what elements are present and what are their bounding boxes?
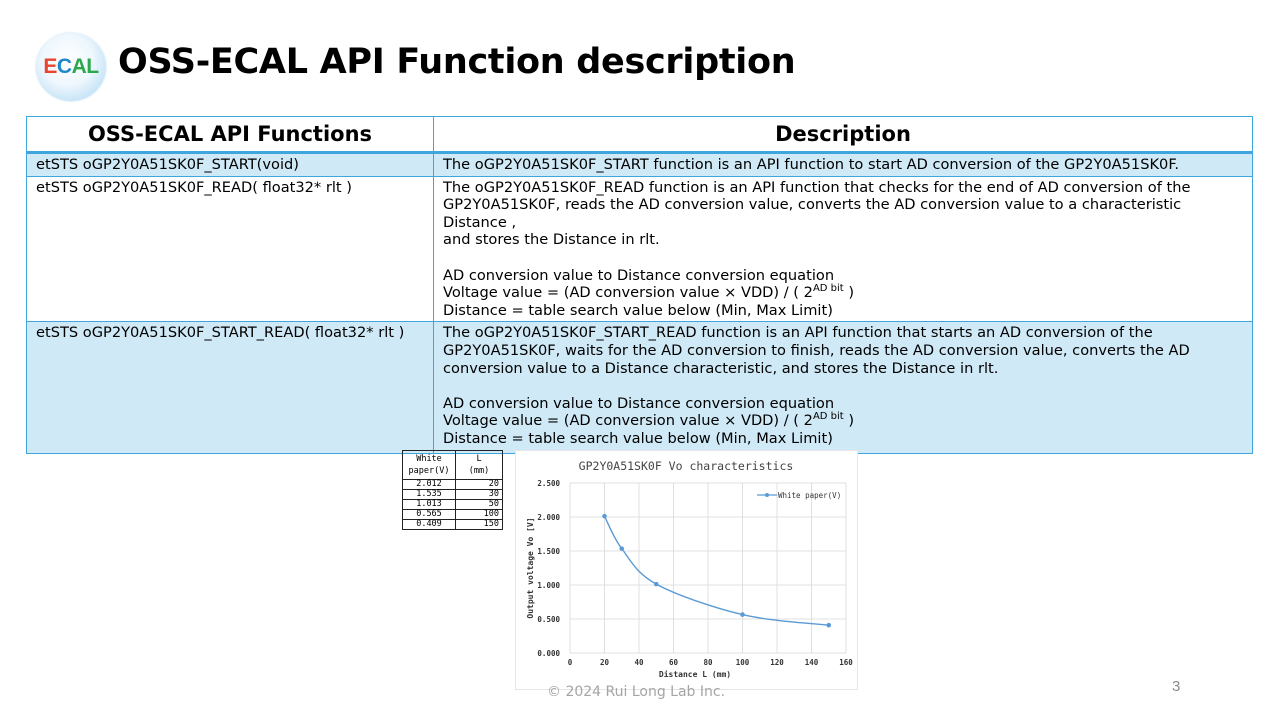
description-line: The oGP2Y0A51SK0F_START function is an API function to start AD conversion of the GP2Y0A51SK0F. — [443, 156, 1180, 173]
ecal-logo — [36, 33, 106, 101]
lookup-row — [403, 480, 503, 490]
function-description — [434, 322, 1253, 454]
lookup-header-white — [403, 451, 456, 480]
copyright: © 2024 Rui Long Lab Inc. — [547, 684, 726, 700]
data-point — [740, 612, 745, 617]
description-line: and stores the Distance in rlt. — [443, 231, 660, 249]
table-row — [27, 176, 1253, 322]
equation-voltage — [443, 412, 1244, 430]
lookup-header-row — [403, 451, 503, 480]
description-line: conversion value to a Distance characteristic, and stores the Distance in rlt. — [443, 359, 999, 377]
x-tick-label: 100 — [735, 658, 750, 667]
lookup-header-white-line2: paper(V) — [408, 466, 450, 476]
chart-svg — [516, 451, 857, 689]
equation-close: ) — [843, 284, 855, 302]
y-tick-label: 0.000 — [537, 649, 560, 658]
function-name: etSTS oGP2Y0A51SK0F_READ( float32* rlt ) — [27, 176, 434, 322]
lookup-row — [403, 500, 503, 510]
lookup-row — [403, 510, 503, 520]
equation-distance: Distance = table search value below (Min, Max Limit) — [443, 301, 833, 319]
lookup-header-l-line2: (mm) — [468, 466, 490, 476]
logo-letter-al: AL — [71, 55, 99, 78]
series-line-white-paper — [605, 516, 829, 625]
equation-exponent: AD bit — [812, 411, 844, 423]
lookup-voltage: 1.535 — [403, 490, 456, 500]
table-row — [27, 322, 1253, 454]
lookup-voltage: 2.012 — [403, 480, 456, 490]
logo-letter-c: C — [56, 55, 72, 78]
lookup-header-l — [456, 451, 503, 480]
header-description: Description — [434, 117, 1253, 153]
lookup-distance: 150 — [456, 520, 503, 530]
y-tick-label: 0.500 — [537, 615, 560, 624]
equation-title: AD conversion value to Distance conversion equation — [443, 266, 835, 284]
vo-characteristics-chart — [515, 450, 858, 690]
data-point — [826, 623, 831, 628]
description-line: The oGP2Y0A51SK0F_START_READ function is an API function that starts an AD conversion of the — [443, 324, 1153, 342]
header-functions: OSS-ECAL API Functions — [27, 117, 434, 153]
data-point — [619, 546, 624, 551]
api-function-table — [26, 116, 1253, 454]
chart-x-axis-label: Distance L (mm) — [658, 670, 732, 679]
lookup-distance: 50 — [456, 500, 503, 510]
description-line: GP2Y0A51SK0F, reads the AD conversion value, converts the AD conversion value to a characteristic Distance , — [443, 196, 1182, 231]
legend-label: White paper(V) — [778, 491, 842, 500]
function-description — [434, 176, 1253, 322]
description-line: The oGP2Y0A51SK0F_READ function is an API function that checks for the end of AD conversion of the — [443, 178, 1191, 196]
y-tick-label: 1.000 — [537, 581, 560, 590]
y-tick-label: 1.500 — [537, 547, 560, 556]
x-tick-label: 80 — [703, 658, 713, 667]
equation-distance: Distance = table search value below (Min, Max Limit) — [443, 429, 833, 447]
x-tick-label: 160 — [839, 658, 853, 667]
lookup-voltage: 0.409 — [403, 520, 456, 530]
equation-voltage — [443, 284, 1244, 302]
lookup-row — [403, 490, 503, 500]
equation-exponent: AD bit — [812, 283, 844, 295]
legend-marker — [765, 493, 769, 497]
function-name: etSTS oGP2Y0A51SK0F_START(void) — [27, 153, 434, 177]
x-tick-label: 40 — [634, 658, 644, 667]
lookup-header-l-line1: L — [476, 454, 482, 464]
chart-ticks — [537, 479, 853, 667]
chart-title: GP2Y0A51SK0F Vo characteristics — [578, 459, 794, 473]
logo-letter-e: E — [43, 55, 57, 78]
lookup-row — [403, 520, 503, 530]
data-point — [654, 582, 659, 587]
y-tick-label: 2.000 — [537, 513, 560, 522]
lookup-distance: 30 — [456, 490, 503, 500]
chart-legend — [757, 491, 841, 500]
logo-text — [43, 55, 98, 79]
lookup-distance: 100 — [456, 510, 503, 520]
equation-voltage-text: Voltage value = (AD conversion value × VDD) / ( 2 — [443, 284, 813, 302]
x-tick-label: 20 — [599, 658, 610, 667]
lookup-distance: 20 — [456, 480, 503, 490]
lookup-header-white-line1: White — [416, 454, 442, 464]
data-point — [602, 514, 607, 519]
chart-grid — [570, 483, 846, 653]
page-title: OSS-ECAL API Function description — [118, 42, 796, 82]
chart-y-axis-label: Output voltage Vo [V] — [526, 517, 535, 619]
y-tick-label: 2.500 — [537, 479, 560, 488]
description-line: GP2Y0A51SK0F, waits for the AD conversion to finish, reads the AD conversion value, converts the AD — [443, 341, 1190, 359]
x-tick-label: 0 — [567, 658, 573, 667]
equation-close: ) — [843, 412, 855, 430]
table-row — [27, 153, 1253, 177]
lookup-voltage: 0.565 — [403, 510, 456, 520]
page-number: 3 — [1172, 678, 1181, 695]
table-header-row — [27, 117, 1253, 153]
chart-points — [602, 514, 831, 628]
equation-voltage-text: Voltage value = (AD conversion value × VDD) / ( 2 — [443, 412, 813, 430]
x-tick-label: 140 — [804, 658, 819, 667]
x-tick-label: 120 — [770, 658, 784, 667]
x-tick-label: 60 — [668, 658, 679, 667]
lookup-voltage: 1.013 — [403, 500, 456, 510]
function-description — [434, 153, 1253, 177]
function-name: etSTS oGP2Y0A51SK0F_START_READ( float32* rlt ) — [27, 322, 434, 454]
equation-title: AD conversion value to Distance conversion equation — [443, 394, 835, 412]
lookup-table — [402, 450, 503, 530]
